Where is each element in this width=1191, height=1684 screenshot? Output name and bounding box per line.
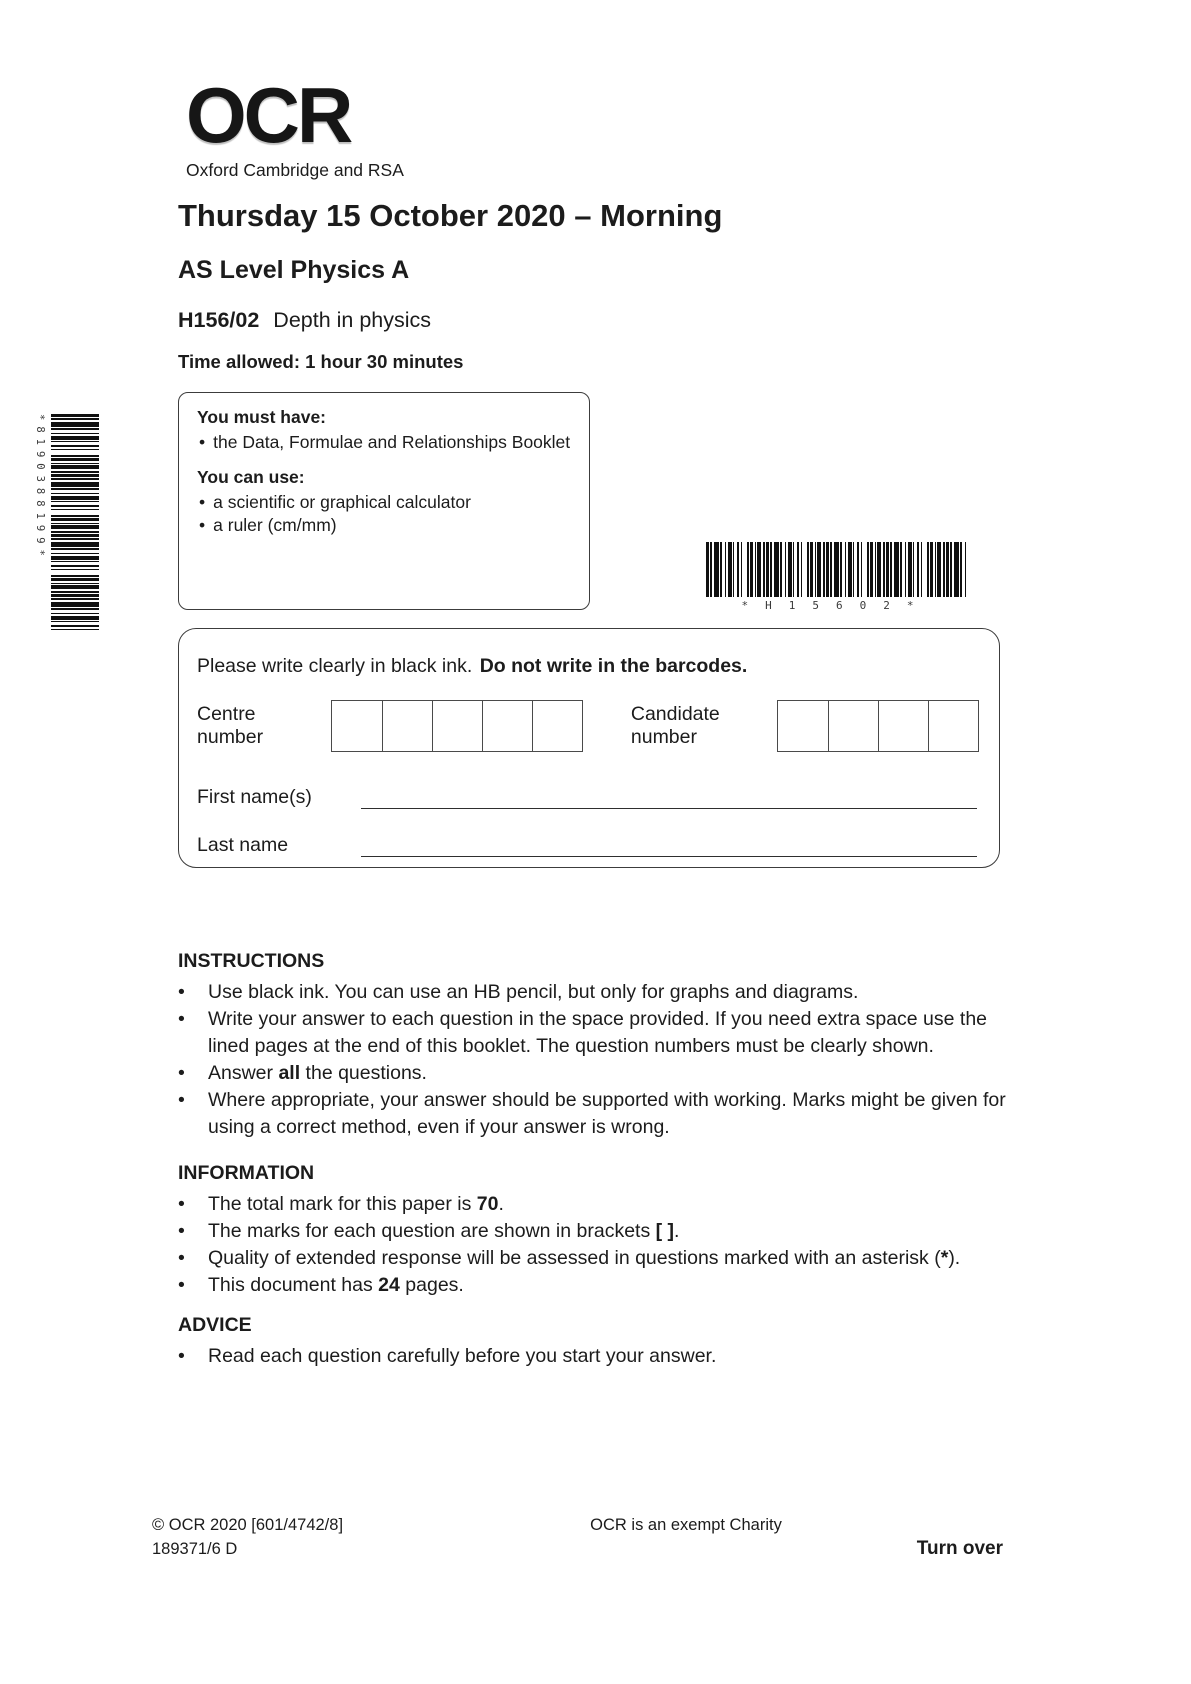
last-name-label: Last name (197, 834, 289, 856)
black-ink-notice (197, 655, 979, 678)
candidate-details-box (178, 628, 1000, 868)
left-barcode-number: *8190388199* (34, 414, 46, 562)
bullet-item: • Where appropriate, your answer should be supported with working. Marks might be given for using a correct method, even if your answer is wrong. (178, 1087, 1016, 1141)
candidate-number-grid (777, 700, 979, 752)
last-name-input-line[interactable] (361, 830, 977, 857)
instructions-heading: INSTRUCTIONS (178, 950, 325, 972)
ocr-logo-text: OCR (186, 71, 351, 159)
bullet-item: • Read each question carefully before you start your answer. (178, 1343, 1016, 1370)
copyright-text: © OCR 2020 [601/4742/8] (152, 1516, 344, 1534)
number-row (197, 700, 979, 752)
bullet-icon: • (178, 1062, 185, 1084)
can-use-heading: You can use: (197, 467, 305, 487)
bullet-icon: • (199, 432, 206, 452)
bullet-icon: • (178, 981, 185, 1003)
bullet-icon: • (178, 1008, 185, 1030)
bullet-icon: • (178, 1193, 185, 1215)
information-heading: INFORMATION (178, 1162, 315, 1184)
bullet-icon: • (199, 492, 206, 512)
bullet-item: • a scientific or graphical calculator (199, 492, 471, 512)
centre-number-label: Centre number (197, 703, 264, 748)
doc-ref-text: 189371/6 D (152, 1540, 238, 1558)
number-cell[interactable] (382, 701, 432, 751)
exam-date-title: Thursday 15 October 2020 – Morning (178, 198, 723, 233)
left-barcode (34, 414, 99, 630)
number-cell[interactable] (778, 701, 828, 751)
notice-bold: Do not write in the barcodes. (479, 655, 748, 677)
charity-text: OCR is an exempt Charity (590, 1516, 782, 1534)
time-allowed: Time allowed: 1 hour 30 minutes (178, 351, 464, 372)
bullet-icon: • (178, 1220, 185, 1242)
bullet-icon: • (178, 1247, 185, 1269)
must-have-heading: You must have: (197, 407, 327, 427)
ocr-logo-subtext: Oxford Cambridge and RSA (186, 160, 404, 180)
first-name-row (197, 782, 979, 809)
bullet-item: • The total mark for this paper is 70. (178, 1191, 1016, 1218)
ocr-logo (186, 71, 404, 181)
bullet-item: • the Data, Formulae and Relationships Booklet (199, 432, 571, 452)
number-cell[interactable] (482, 701, 532, 751)
candidate-number-label: Candidate number (630, 703, 720, 748)
number-cell[interactable] (828, 701, 878, 751)
bullet-item: • The marks for each question are shown in brackets [ ]. (178, 1218, 1016, 1245)
instructions-list (178, 979, 1016, 1141)
bullet-icon: • (178, 1345, 185, 1367)
first-name-label: First name(s) (197, 786, 312, 808)
number-cell[interactable] (432, 701, 482, 751)
bullet-item: • Answer all the questions. (178, 1060, 1016, 1087)
last-name-row (197, 830, 979, 857)
number-cell[interactable] (332, 701, 382, 751)
advice-section (178, 1312, 1016, 1370)
number-cell[interactable] (928, 701, 978, 751)
bullet-icon: • (199, 515, 206, 535)
turn-over-label: Turn over (916, 1538, 1003, 1559)
centre-number-grid (331, 700, 583, 752)
right-barcode (706, 542, 966, 612)
bullet-item: • a ruler (cm/mm) (199, 515, 337, 535)
advice-list (178, 1343, 1016, 1370)
footer-line-2 (152, 1538, 1003, 1560)
materials-box (178, 392, 590, 610)
instructions-section (178, 948, 1016, 1141)
left-barcode-bars-icon (51, 414, 99, 630)
bullet-icon: • (178, 1274, 185, 1296)
paper-code: H156/02 (178, 308, 260, 332)
footer-line-1 (152, 1516, 1000, 1535)
paper-title: Depth in physics (273, 308, 432, 332)
paper-line (178, 308, 431, 333)
number-cell[interactable] (532, 701, 582, 751)
exam-subject: AS Level Physics A (178, 256, 410, 284)
information-section (178, 1160, 1016, 1299)
right-barcode-number: *H15602* (741, 599, 931, 612)
right-barcode-bars-icon (706, 542, 966, 597)
bullet-icon: • (178, 1089, 185, 1111)
bullet-item: • Use black ink. You can use an HB pencil, but only for graphs and diagrams. (178, 979, 1016, 1006)
advice-heading: ADVICE (178, 1314, 252, 1336)
number-cell[interactable] (878, 701, 928, 751)
bullet-item: • Quality of extended response will be assessed in questions marked with an asterisk (*). (178, 1245, 1016, 1272)
bullet-item: • This document has 24 pages. (178, 1272, 1016, 1299)
information-list (178, 1191, 1016, 1299)
can-use-list (197, 492, 571, 536)
must-have-list (197, 432, 571, 453)
bullet-item: • Write your answer to each question in the space provided. If you need extra space use the lined pages at the end of this booklet. The question numbers must be clearly shown. (178, 1006, 1016, 1060)
first-name-input-line[interactable] (361, 782, 977, 809)
notice-regular: Please write clearly in black ink. (197, 655, 478, 677)
